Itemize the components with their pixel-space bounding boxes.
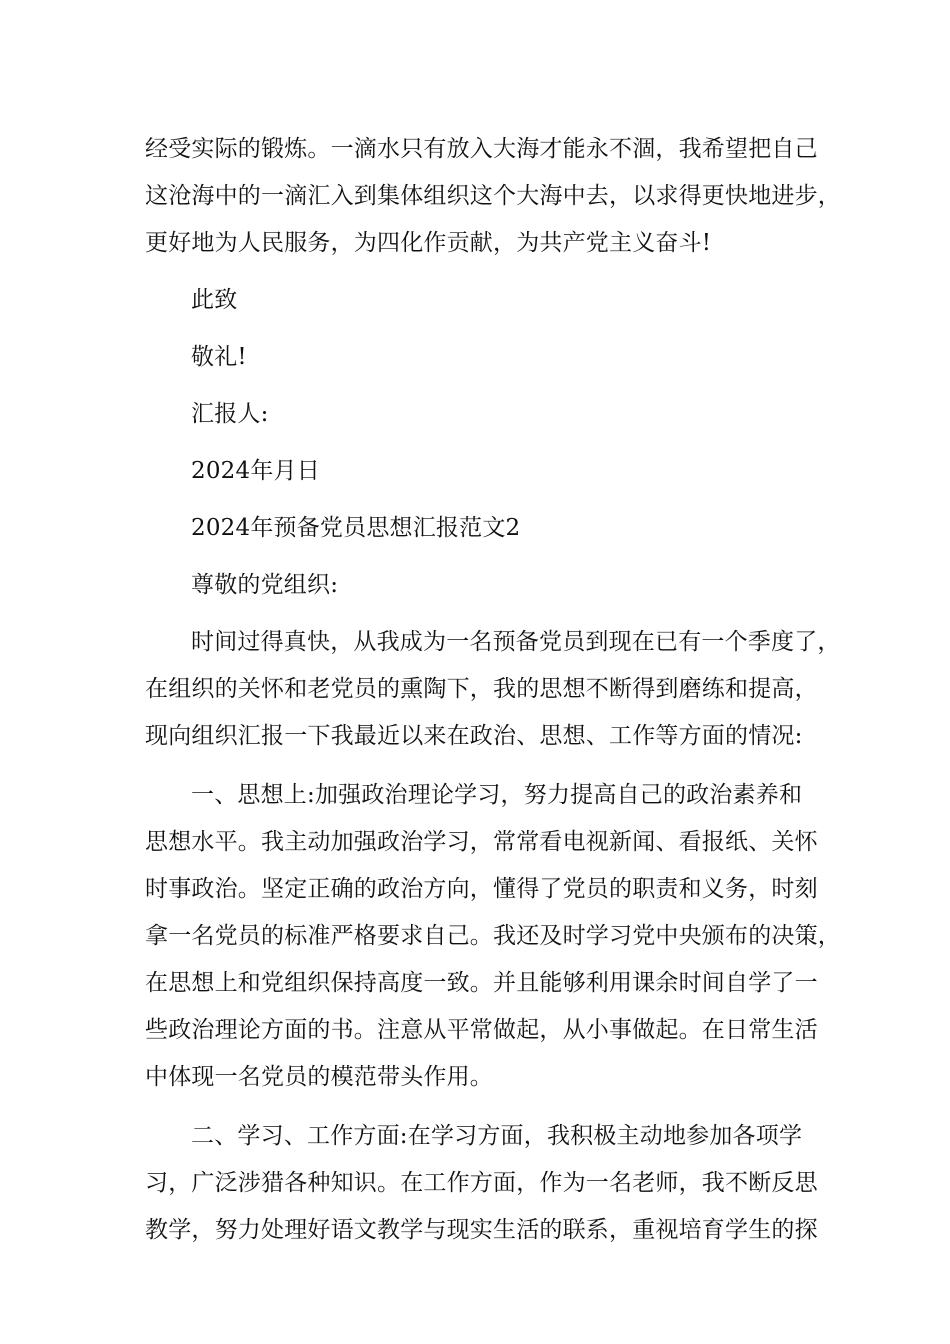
- text-line: 拿一名党员的标准严格要求自己。我还及时学习党中央颁布的决策，: [145, 923, 841, 949]
- text-line: 时间过得真快，从我成为一名预备党员到现在已有一个季度了，: [191, 629, 841, 655]
- greeting-line: 尊敬的党组织:: [191, 572, 339, 598]
- text-line: 更好地为人民服务，为四化作贡献，为共产党主义奋斗!: [145, 230, 712, 256]
- text-line: 二、学习、工作方面:在学习方面，我积极主动地参加各项学: [191, 1123, 803, 1149]
- text-line: 中体现一名党员的模范带头作用。: [145, 1064, 493, 1090]
- text-line: 经受实际的锻炼。一滴水只有放入大海才能永不涸，我希望把自己: [145, 136, 818, 162]
- date-line: 2024年月日: [191, 458, 320, 484]
- paragraph-intro: [145, 619, 841, 760]
- reporter-label: 汇报人:: [191, 401, 269, 427]
- salute-phrase: 敬礼!: [191, 344, 247, 370]
- closing-phrase: 此致: [191, 287, 238, 313]
- text-line: 习，广泛涉猎各种知识。在工作方面，作为一名老师，我不断反思: [145, 1170, 818, 1196]
- text-line: 教学，努力处理好语文教学与现实生活的联系，重视培育学生的探: [145, 1217, 818, 1243]
- text-line: 这沧海中的一滴汇入到集体组织这个大海中去，以求得更快地进步，: [145, 183, 841, 209]
- section-title: 2024年预备党员思想汇报范文2: [191, 515, 521, 541]
- paragraph-conclusion: [145, 126, 841, 267]
- text-line: 一、思想上:加强政治理论学习，努力提高自己的政治素养和: [191, 782, 803, 808]
- text-line: 现向组织汇报一下我最近以来在政治、思想、工作等方面的情况:: [145, 723, 803, 749]
- text-line: 在思想上和党组织保持高度一致。并且能够利用课余时间自学了一: [145, 970, 818, 996]
- text-line: 时事政治。坚定正确的政治方向，懂得了党员的职责和义务，时刻: [145, 876, 818, 902]
- paragraph-study-work: [145, 1113, 825, 1254]
- text-line: 些政治理论方面的书。注意从平常做起，从小事做起。在日常生活: [145, 1017, 818, 1043]
- document-page: [145, 126, 841, 1254]
- paragraph-thought: [145, 772, 841, 1101]
- text-line: 思想水平。我主动加强政治学习，常常看电视新闻、看报纸、关怀: [145, 829, 818, 855]
- text-line: 在组织的关怀和老党员的熏陶下，我的思想不断得到磨练和提高，: [145, 676, 818, 702]
